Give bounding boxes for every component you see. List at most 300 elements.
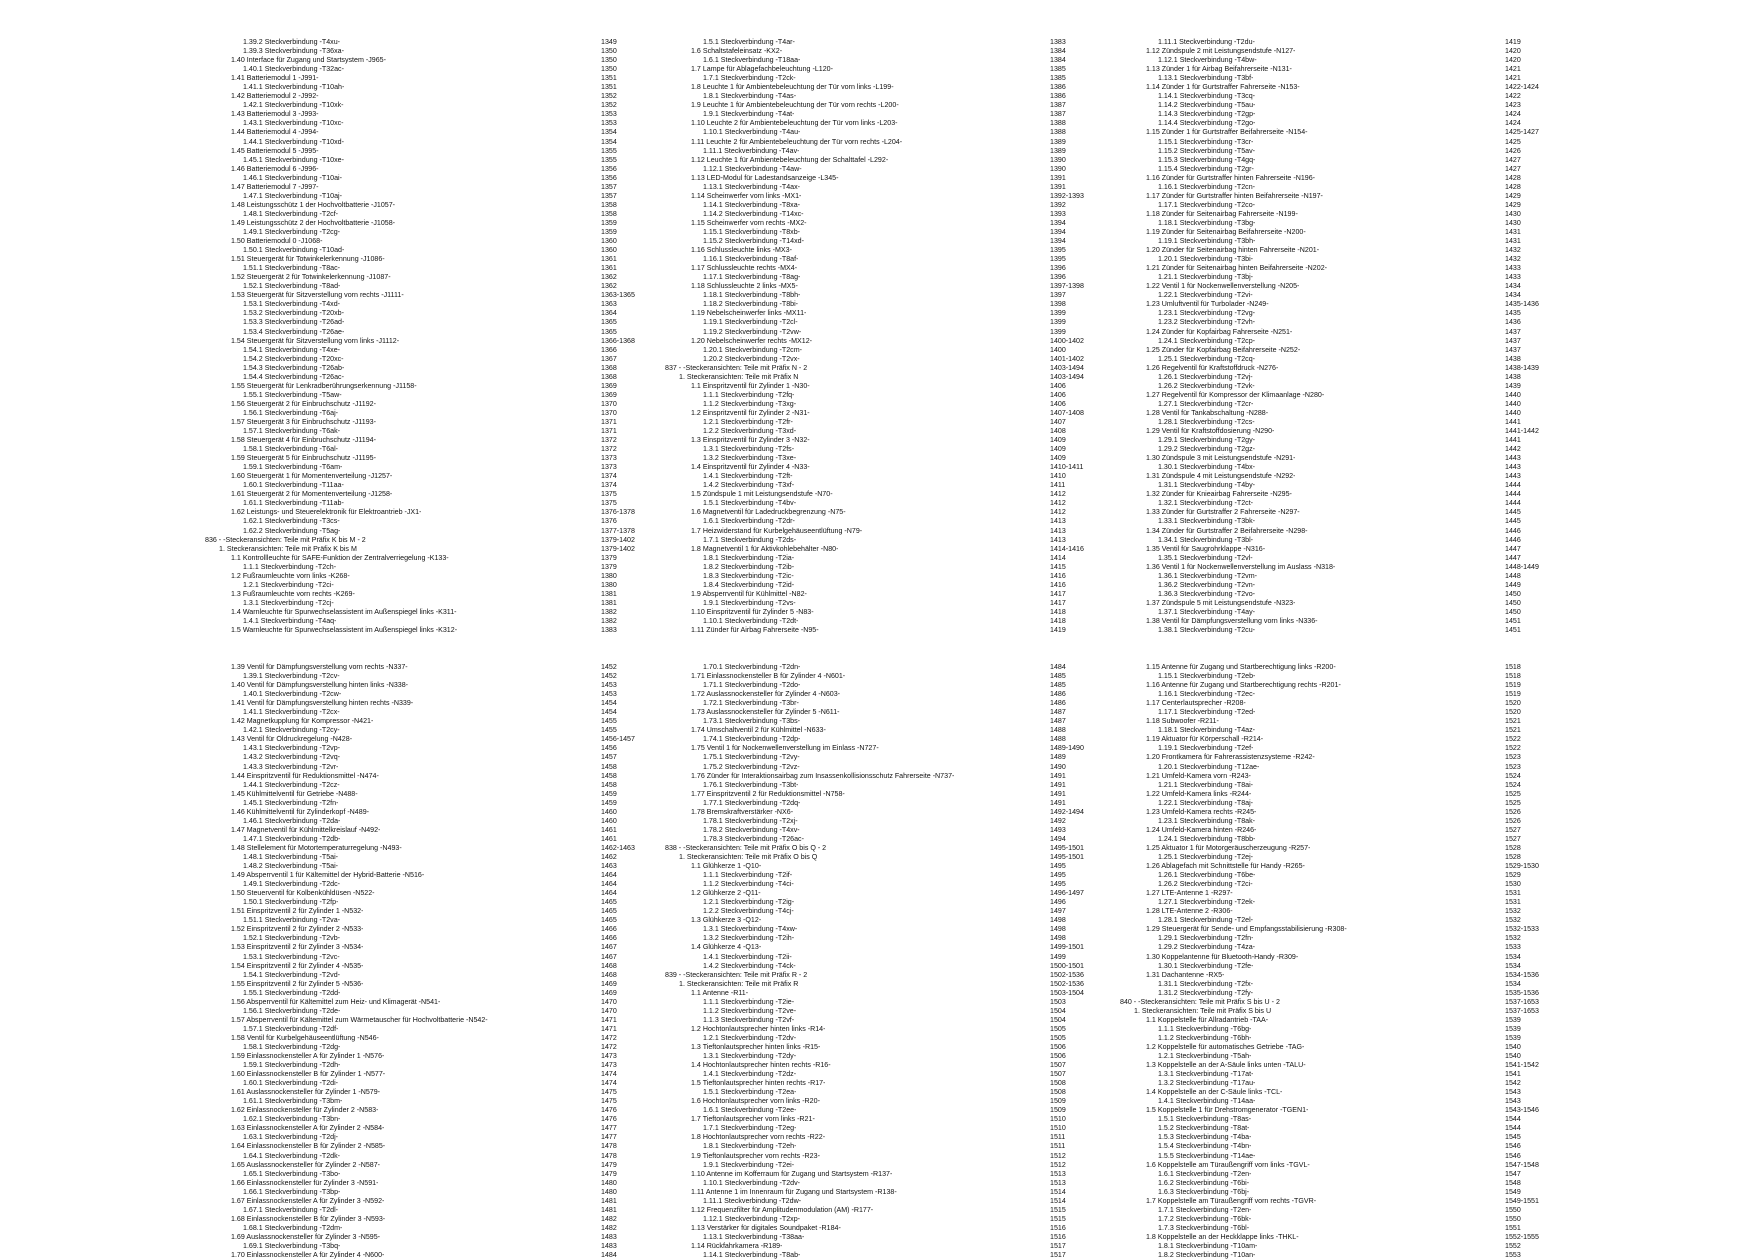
toc-entry-title: 1.62 Leistungs- und Steuerelektronik für Elektroantrieb -JX1-: [231, 508, 422, 517]
toc-entry-page: 1361: [601, 255, 617, 264]
toc-entry-page: 1534-1536: [1505, 970, 1539, 979]
toc-entry-page: 1480: [601, 1187, 617, 1196]
toc-entry: [1120, 508, 1640, 517]
toc-entry-title: 1.70.1 Steckverbindung -T2dn-: [703, 663, 801, 671]
toc-entry: [665, 1179, 1185, 1188]
toc-entry-page: 1467: [601, 943, 617, 952]
toc-entry-title: 1.5.1 Steckverbindung -T4bv-: [703, 499, 797, 508]
toc-entry-page: 1416: [1050, 580, 1066, 589]
toc-entry-title: 1.7.1 Steckverbindung -T2ck-: [703, 74, 796, 83]
toc-entry-title: 1.8.1 Steckverbindung -T10am-: [1158, 1242, 1258, 1250]
toc-entry-page: 1519: [1505, 681, 1521, 690]
toc-entry-title: 1.23.1 Steckverbindung -T2vg-: [1158, 309, 1256, 318]
toc-entry-page: 1465: [601, 907, 617, 916]
toc-entry-title: 1.36.2 Steckverbindung -T2vn-: [1158, 580, 1256, 589]
toc-entry-title: 1.54.2 Steckverbindung -T20xc-: [243, 354, 344, 363]
toc-entry: [665, 1206, 1185, 1215]
toc-entry-title: 1.20.1 Steckverbindung -T2cm-: [703, 345, 802, 354]
toc-entry: [1120, 436, 1640, 445]
toc-entry: [665, 201, 1185, 210]
toc-entry-title: 1.50.1 Steckverbindung -T10ad-: [243, 246, 345, 255]
toc-entry-page: 1355: [601, 146, 617, 155]
toc-entry-title: 1.29.1 Steckverbindung -T2fn-: [1158, 934, 1254, 943]
toc-entry: [665, 1088, 1185, 1097]
toc-entry-page: 1438: [1505, 354, 1521, 363]
toc-entry-title: 1.32.1 Steckverbindung -T2ct-: [1158, 499, 1254, 508]
toc-entry-title: 1.74.1 Steckverbindung -T2dp-: [703, 735, 801, 744]
toc-entry: [1120, 1007, 1640, 1016]
toc-entry-title: 1.2 Glühkerze 2 -Q11-: [691, 889, 761, 898]
toc-entry-title: 1.16.1 Steckverbindung -T8af-: [703, 255, 799, 264]
toc-entry: [665, 92, 1185, 101]
toc-entry: [1120, 499, 1640, 508]
toc-entry: [205, 219, 725, 228]
toc-entry-page: 1494: [1050, 834, 1066, 843]
toc-entry-page: 1472: [601, 1042, 617, 1051]
toc-entry-title: 1.68.1 Steckverbindung -T2dm-: [243, 1223, 343, 1232]
toc-entry-title: 1.60 Einlassnockensteller B für Zylinder 1 -N577-: [231, 1070, 386, 1079]
toc-entry: [1120, 1233, 1640, 1242]
toc-entry-title: 1.58.1 Steckverbindung -T6al-: [243, 445, 339, 454]
toc-entry-title: 1.59.1 Steckverbindung -T6am-: [243, 463, 343, 472]
toc-entry-page: 1516: [1050, 1232, 1066, 1241]
toc-entry-page: 1490: [1050, 762, 1066, 771]
toc-entry: [1120, 1188, 1640, 1197]
toc-entry-title: 1.19.1 Steckverbindung -T3bh-: [1158, 237, 1256, 246]
toc-entry-page: 1478: [601, 1151, 617, 1160]
toc-entry: [205, 1106, 725, 1115]
toc-entry: [205, 110, 725, 119]
toc-entry-title: 1.31 Zündspule 4 mit Leistungsendstufe -N292-: [1146, 472, 1296, 481]
toc-entry: [665, 808, 1185, 817]
toc-entry-page: 1454: [601, 699, 617, 708]
toc-entry: [205, 183, 725, 192]
toc-entry-title: 1.73 Auslassnockensteller für Zylinder 5 -N611-: [691, 708, 840, 717]
toc-entry: [205, 237, 725, 246]
toc-entry: [1120, 1242, 1640, 1251]
toc-entry-page: 1368: [601, 372, 617, 381]
toc-entry-title: 1.40 Ventil für Dämpfungsverstellung hinten links -N338-: [231, 681, 409, 690]
toc-entry-title: 1.28.1 Steckverbindung -T2cs-: [1158, 417, 1255, 426]
toc-entry-page: 1436: [1505, 318, 1521, 327]
toc-entry-title: 1.3 Fußraumleuchte vorn rechts -K269-: [231, 589, 355, 598]
toc-entry-title: 1.22.1 Steckverbindung -T2vi-: [1158, 291, 1253, 300]
toc-entry-title: 1.28 LTE-Antenne 2 -R306-: [1146, 907, 1233, 916]
toc-entry-title: 1.62.1 Steckverbindung -T3bn-: [243, 1115, 341, 1124]
toc-entry-title: 1.3.1 Steckverbindung -T17at-: [1158, 1070, 1254, 1079]
toc-entry: [665, 1242, 1185, 1251]
toc-entry-page: 1541: [1505, 1070, 1521, 1079]
toc-entry-title: 1.56.1 Steckverbindung -T2de-: [243, 1006, 341, 1015]
toc-entry-title: 1.9 Leuchte 1 für Ambientebeleuchtung der Tür vorn rechts -L200-: [691, 101, 899, 110]
toc-entry-page: 1371: [601, 417, 617, 426]
toc-entry-page: 1438-1439: [1505, 363, 1539, 372]
toc-entry-page: 1394: [1050, 227, 1066, 236]
toc-entry-title: 1.14 Zünder 1 für Gurtstraffer Fahrerseite -N153-: [1146, 83, 1300, 92]
toc-entry-page: 1511: [1050, 1133, 1066, 1142]
toc-entry-title: 1.26.2 Steckverbindung -T2vk-: [1158, 381, 1255, 390]
toc-entry: [1120, 844, 1640, 853]
toc-entry-page: 1403-1494: [1050, 372, 1084, 381]
toc-entry-page: 1492: [1050, 816, 1066, 825]
toc-entry: [205, 808, 725, 817]
toc-entry-page: 1507: [1050, 1061, 1066, 1070]
toc-entry-title: 1.18.1 Steckverbindung -T8bh-: [703, 291, 801, 300]
toc-entry-page: 1379-1402: [601, 544, 635, 553]
toc-entry-page: 1547: [1505, 1169, 1521, 1178]
toc-entry-page: 1437: [1505, 336, 1521, 345]
toc-entry: [665, 545, 1185, 554]
toc-entry-title: 1.34.1 Steckverbindung -T3bl-: [1158, 535, 1254, 544]
toc-entry-page: 1509: [1050, 1106, 1066, 1115]
toc-entry-title: 1.41.1 Steckverbindung -T10ah-: [243, 83, 345, 92]
toc-entry-page: 1479: [601, 1160, 617, 1169]
toc-entry: [205, 454, 725, 463]
toc-entry-page: 1552-1555: [1505, 1232, 1539, 1241]
toc-entry: [665, 83, 1185, 92]
toc-entry-title: 1.24.1 Steckverbindung -T8bb-: [1158, 834, 1256, 843]
toc-entry: [205, 490, 725, 499]
toc-entry-page: 1399: [1050, 318, 1066, 327]
toc-entry-page: 1431: [1505, 227, 1521, 236]
toc-entry: [1120, 880, 1640, 889]
toc-entry-page: 1407-1408: [1050, 408, 1084, 417]
toc-entry: [1120, 490, 1640, 499]
toc-entry-title: 1.4 Hochtonlautsprecher hinten rechts -R16-: [691, 1061, 831, 1070]
toc-entry: [665, 382, 1185, 391]
toc-entry-title: 1.27 LTE-Antenne 1 -R297-: [1146, 889, 1233, 898]
toc-entry: [1120, 1215, 1640, 1224]
toc-entry: [1120, 472, 1640, 481]
toc-entry-title: 1.15.1 Steckverbindung -T8xb-: [703, 227, 801, 236]
toc-entry: [1120, 291, 1640, 300]
toc-entry-title: 1.11.1 Steckverbindung -T4av-: [703, 146, 800, 155]
toc-entry: [1120, 763, 1640, 772]
toc-entry-title: 837 - -Steckeransichten: Teile mit Präfix N - 2: [665, 363, 808, 372]
toc-entry-page: 1446: [1505, 526, 1521, 535]
toc-entry-page: 1532: [1505, 907, 1521, 916]
toc-entry: [665, 436, 1185, 445]
toc-entry: [205, 174, 725, 183]
toc-entry-page: 1444: [1505, 481, 1521, 490]
toc-entry-title: 1.10.1 Steckverbindung -T4au-: [703, 128, 801, 137]
toc-entry-page: 1433: [1505, 273, 1521, 282]
toc-entry-title: 1.62.2 Steckverbindung -T5ag-: [243, 526, 341, 535]
toc-entry-page: 1462: [601, 852, 617, 861]
toc-entry-title: 1.6.1 Steckverbindung -T2en-: [1158, 1169, 1252, 1178]
toc-entry: [665, 590, 1185, 599]
toc-entry: [205, 617, 725, 626]
toc-panel-top-left: [205, 38, 725, 635]
toc-entry-title: 1.67 Einlassnockensteller A für Zylinder 3 -N592-: [231, 1196, 385, 1205]
toc-entry-page: 1476: [601, 1115, 617, 1124]
toc-entry: [205, 989, 725, 998]
toc-entry: [1120, 835, 1640, 844]
toc-entry: [205, 1016, 725, 1025]
toc-entry-page: 1459: [601, 798, 617, 807]
toc-entry-page: 1386: [1050, 83, 1066, 92]
toc-entry-page: 1484: [601, 1251, 617, 1260]
toc-entry-page: 1445: [1505, 508, 1521, 517]
toc-entry: [205, 934, 725, 943]
toc-entry-title: 1.6.2 Steckverbindung -T6bi-: [1158, 1178, 1250, 1187]
toc-entry-page: 1417: [1050, 589, 1066, 598]
toc-entry: [1120, 481, 1640, 490]
toc-entry-page: 1425: [1505, 137, 1521, 146]
toc-entry-title: 1.78.2 Steckverbindung -T4xv-: [703, 825, 800, 834]
toc-entry-page: 1552: [1505, 1242, 1521, 1250]
toc-entry-title: 1.5 Tieftonlautsprecher hinten rechts -R17-: [691, 1079, 826, 1088]
toc-entry-title: 1.22.1 Steckverbindung -T8aj-: [1158, 798, 1254, 807]
toc-entry-page: 1364: [601, 309, 617, 318]
toc-entry-title: 1.51 Steuergerät für Totwinkelerkennung -J1086-: [231, 255, 385, 264]
toc-entry: [1120, 418, 1640, 427]
toc-entry: [665, 708, 1185, 717]
toc-entry-title: 1.17.1 Steckverbindung -T8ag-: [703, 273, 801, 282]
toc-entry-page: 1360: [601, 237, 617, 246]
toc-entry-title: 1.57 Absperrventil für Kältemittel zum Wärmetauscher für Hochvoltbatterie -N542-: [231, 1015, 488, 1024]
toc-entry-title: 1.72.1 Steckverbindung -T3br-: [703, 699, 799, 708]
toc-entry: [1120, 527, 1640, 536]
toc-entry: [205, 391, 725, 400]
toc-entry-title: 1.55 Steuergerät für Lenkradberührungserkennung -J1158-: [231, 381, 417, 390]
toc-entry-page: 1505: [1050, 1024, 1066, 1033]
toc-entry-page: 1491: [1050, 780, 1066, 789]
toc-entry: [1120, 56, 1640, 65]
toc-entry: [1120, 1206, 1640, 1215]
toc-entry: [1120, 572, 1640, 581]
toc-entry: [1120, 264, 1640, 273]
toc-entry: [1120, 590, 1640, 599]
toc-entry: [665, 1142, 1185, 1151]
toc-entry-page: 1458: [601, 771, 617, 780]
toc-entry: [1120, 898, 1640, 907]
toc-entry-page: 1397: [1050, 291, 1066, 300]
toc-entry-title: 1.3.1 Steckverbindung -T2cj-: [243, 598, 334, 607]
toc-entry-title: 1.13.1 Steckverbindung -T4ax-: [703, 182, 801, 191]
toc-entry-title: 1.5.3 Steckverbindung -T4ba-: [1158, 1133, 1252, 1142]
toc-entry: [205, 337, 725, 346]
toc-entry-page: 1410-1411: [1050, 463, 1084, 472]
toc-entry-title: 1.43.2 Steckverbindung -T2vq-: [243, 753, 341, 762]
toc-entry-page: 1522: [1505, 735, 1521, 744]
toc-entry: [205, 853, 725, 862]
toc-entry-title: 1.26 Ablagefach mit Schnittstelle für Handy -R265-: [1146, 862, 1305, 871]
toc-entry-page: 1543-1546: [1505, 1106, 1539, 1115]
toc-entry-page: 1384: [1050, 56, 1066, 65]
toc-entry-title: 1.6 Schaltstafeleinsatz -KX2-: [691, 47, 783, 56]
toc-entry: [1120, 165, 1640, 174]
toc-entry-page: 1381: [601, 589, 617, 598]
toc-entry-title: 1.34 Zünder für Gurtstraffer 2 Beifahrerseite -N298-: [1146, 526, 1308, 535]
toc-entry: [1120, 328, 1640, 337]
toc-entry-title: 1.10 Einspritzventil für Zylinder 5 -N83-: [691, 607, 814, 616]
toc-entry: [665, 481, 1185, 490]
toc-entry-title: 1.47 Batteriemodul 7 -J997-: [231, 182, 319, 191]
toc-entry-title: 1.20 Nebelscheinwerfer rechts -MX12-: [691, 336, 813, 345]
toc-entry-title: 1.1.1 Steckverbindung -T2if-: [703, 871, 793, 880]
toc-entry: [1120, 192, 1640, 201]
toc-entry: [205, 1197, 725, 1206]
toc-entry: [205, 1034, 725, 1043]
toc-entry: [1120, 545, 1640, 554]
toc-entry-page: 1523: [1505, 753, 1521, 762]
toc-entry-title: 1.25 Aktuator 1 für Motorgeräuscherzeugung -R257-: [1146, 843, 1311, 852]
toc-entry-title: 1.64 Einlassnockensteller B für Zylinder 2 -N585-: [231, 1142, 386, 1151]
toc-entry-page: 1515: [1050, 1205, 1066, 1214]
toc-entry-title: 1.7 Heizwiderstand für Kurbelgehäuseentlüftung -N79-: [691, 526, 863, 535]
toc-entry-page: 1359: [601, 227, 617, 236]
toc-entry: [1120, 808, 1640, 817]
toc-entry-title: 1.48.1 Steckverbindung -T2cf-: [243, 209, 339, 218]
toc-entry-page: 1493: [1050, 825, 1066, 834]
toc-entry: [205, 536, 725, 545]
toc-entry-title: 1.55.1 Steckverbindung -T5aw-: [243, 390, 342, 399]
toc-entry-title: 1.20 Zünder für Seitenairbag hinten Fahrerseite -N201-: [1146, 246, 1320, 255]
toc-entry: [1120, 998, 1640, 1007]
toc-entry-title: 1.26.1 Steckverbindung -T6be-: [1158, 871, 1256, 880]
toc-entry-title: 1.61.1 Steckverbindung -T3bm-: [243, 1097, 343, 1106]
toc-entry: [665, 499, 1185, 508]
toc-entry-page: 1487: [1050, 708, 1066, 717]
toc-entry-title: 1.2 Einspritzventil für Zylinder 2 -N31-: [691, 408, 810, 417]
toc-entry-title: 1.39.1 Steckverbindung -T2cv-: [243, 672, 340, 681]
toc-entry-page: 1363: [601, 300, 617, 309]
toc-entry: [1120, 355, 1640, 364]
toc-entry-page: 1390: [1050, 155, 1066, 164]
toc-entry-page: 1392-1393: [1050, 191, 1084, 200]
toc-entry-title: 1.23.2 Steckverbindung -T2vh-: [1158, 318, 1256, 327]
toc-entry-page: 1443: [1505, 472, 1521, 481]
toc-entry-title: 1.20.2 Steckverbindung -T2vx-: [703, 354, 800, 363]
toc-entry-title: 1.27.1 Steckverbindung -T2cr-: [1158, 399, 1254, 408]
toc-entry-page: 1411: [1050, 481, 1066, 490]
toc-entry-title: 1.1.3 Steckverbindung -T2vf-: [703, 1015, 795, 1024]
toc-entry-title: 1.53.3 Steckverbindung -T26ad-: [243, 318, 345, 327]
toc-entry-title: 1.7 Koppelstelle am Türaußengriff vorn rechts -TGVR-: [1146, 1196, 1317, 1205]
toc-entry: [1120, 346, 1640, 355]
toc-entry-page: 1439: [1505, 381, 1521, 390]
toc-entry: [665, 781, 1185, 790]
toc-entry-page: 1414: [1050, 553, 1066, 562]
toc-entry-page: 1510: [1050, 1115, 1066, 1124]
toc-entry: [205, 699, 725, 708]
toc-entry: [205, 790, 725, 799]
toc-entry: [665, 38, 1185, 47]
toc-entry: [665, 681, 1185, 690]
toc-entry-page: 1540: [1505, 1052, 1521, 1061]
toc-entry-title: 1.1.1 Steckverbindung -T2ie-: [703, 997, 795, 1006]
toc-entry-page: 1434: [1505, 282, 1521, 291]
toc-entry-title: 1.21.1 Steckverbindung -T3bj-: [1158, 273, 1254, 282]
toc-entry: [205, 998, 725, 1007]
toc-entry: [665, 192, 1185, 201]
toc-entry-title: 1.38 Ventil für Dämpfungsverstellung vorn links -N336-: [1146, 617, 1318, 625]
toc-entry-page: 1475: [601, 1088, 617, 1097]
toc-entry: [1120, 400, 1640, 409]
toc-entry-page: 1413: [1050, 517, 1066, 526]
toc-entry-page: 1351: [601, 74, 617, 83]
toc-entry: [205, 418, 725, 427]
toc-entry: [665, 916, 1185, 925]
toc-entry-page: 1362: [601, 273, 617, 282]
toc-entry-page: 1358: [601, 209, 617, 218]
toc-entry-page: 1362: [601, 282, 617, 291]
toc-entry-page: 1380: [601, 580, 617, 589]
toc-entry: [1120, 862, 1640, 871]
toc-entry-title: 1.6 Koppelstelle am Türaußengriff vorn links -TGVL-: [1146, 1160, 1310, 1169]
toc-entry: [1120, 943, 1640, 952]
toc-entry: [665, 264, 1185, 273]
toc-entry-page: 1521: [1505, 726, 1521, 735]
toc-entry-title: 1.62.1 Steckverbindung -T3cs-: [243, 517, 340, 526]
toc-entry: [205, 681, 725, 690]
toc-entry: [665, 391, 1185, 400]
toc-entry-page: 1409: [1050, 454, 1066, 463]
toc-entry-page: 1550: [1505, 1205, 1521, 1214]
toc-entry: [1120, 83, 1640, 92]
toc-entry-page: 1470: [601, 997, 617, 1006]
toc-entry-title: 1.54 Steuergerät für Sitzverstellung vorn links -J1112-: [231, 336, 400, 345]
toc-entry-page: 1395: [1050, 255, 1066, 264]
toc-entry-page: 1512: [1050, 1160, 1066, 1169]
toc-entry: [205, 916, 725, 925]
toc-entry: [1120, 735, 1640, 744]
toc-entry: [665, 1170, 1185, 1179]
toc-entry-title: 1.8.2 Steckverbindung -T10an-: [1158, 1251, 1256, 1260]
toc-entry: [205, 744, 725, 753]
toc-entry: [665, 156, 1185, 165]
toc-entry-title: 1.6 Hochtonlautsprecher vorn links -R20-: [691, 1097, 820, 1106]
toc-entry-page: 1477: [601, 1133, 617, 1142]
toc-entry-title: 1.60 Steuergerät 1 für Momentenverteilung -J1257-: [231, 472, 393, 481]
toc-entry-title: 840 - -Steckeransichten: Teile mit Präfix S bis U - 2: [1120, 997, 1280, 1006]
toc-entry-title: 1.33.1 Steckverbindung -T3bk-: [1158, 517, 1256, 526]
toc-entry-page: 1424: [1505, 119, 1521, 128]
toc-entry-page: 1360: [601, 246, 617, 255]
toc-entry: [665, 735, 1185, 744]
toc-entry: [205, 1152, 725, 1161]
toc-entry-title: 1.39.2 Steckverbindung -T4xu-: [243, 38, 341, 46]
toc-entry-page: 1546: [1505, 1151, 1521, 1160]
toc-entry-title: 1.68 Einlassnockensteller B für Zylinder 3 -N593-: [231, 1214, 386, 1223]
toc-entry-page: 1505: [1050, 1033, 1066, 1042]
toc-entry: [205, 445, 725, 454]
toc-entry-title: 1.16.1 Steckverbindung -T2ec-: [1158, 690, 1256, 699]
toc-entry-title: 1.65.1 Steckverbindung -T3bo-: [243, 1169, 341, 1178]
toc-entry-page: 1431: [1505, 237, 1521, 246]
toc-entry: [1120, 445, 1640, 454]
toc-entry-page: 1544: [1505, 1124, 1521, 1133]
toc-entry-title: 1.2 Koppelstelle für automatisches Getriebe -TAG-: [1146, 1042, 1305, 1051]
toc-entry-title: 1.23 Umluftventil für Turbolader -N249-: [1146, 300, 1269, 309]
toc-entry-title: 1.31.1 Steckverbindung -T4by-: [1158, 481, 1256, 490]
toc-entry-title: 1.6.1 Steckverbindung -T18aa-: [703, 56, 801, 65]
toc-entry-title: 1.1.2 Steckverbindung -T4ci-: [703, 880, 794, 889]
toc-entry: [1120, 337, 1640, 346]
toc-entry-page: 1510: [1050, 1124, 1066, 1133]
toc-entry-title: 1.58.1 Steckverbindung -T2dg-: [243, 1042, 341, 1051]
toc-entry-page: 1458: [601, 762, 617, 771]
toc-entry-page: 1443: [1505, 454, 1521, 463]
toc-entry-page: 1546: [1505, 1142, 1521, 1151]
toc-entry: [665, 237, 1185, 246]
toc-entry-title: 1.62 Einlassnockensteller für Zylinder 2 -N583-: [231, 1106, 379, 1115]
toc-entry-title: 1.53 Steuergerät für Sitzverstellung vorn rechts -J1111-: [231, 291, 404, 300]
toc-entry-page: 1545: [1505, 1133, 1521, 1142]
toc-entry: [205, 481, 725, 490]
toc-entry: [665, 581, 1185, 590]
